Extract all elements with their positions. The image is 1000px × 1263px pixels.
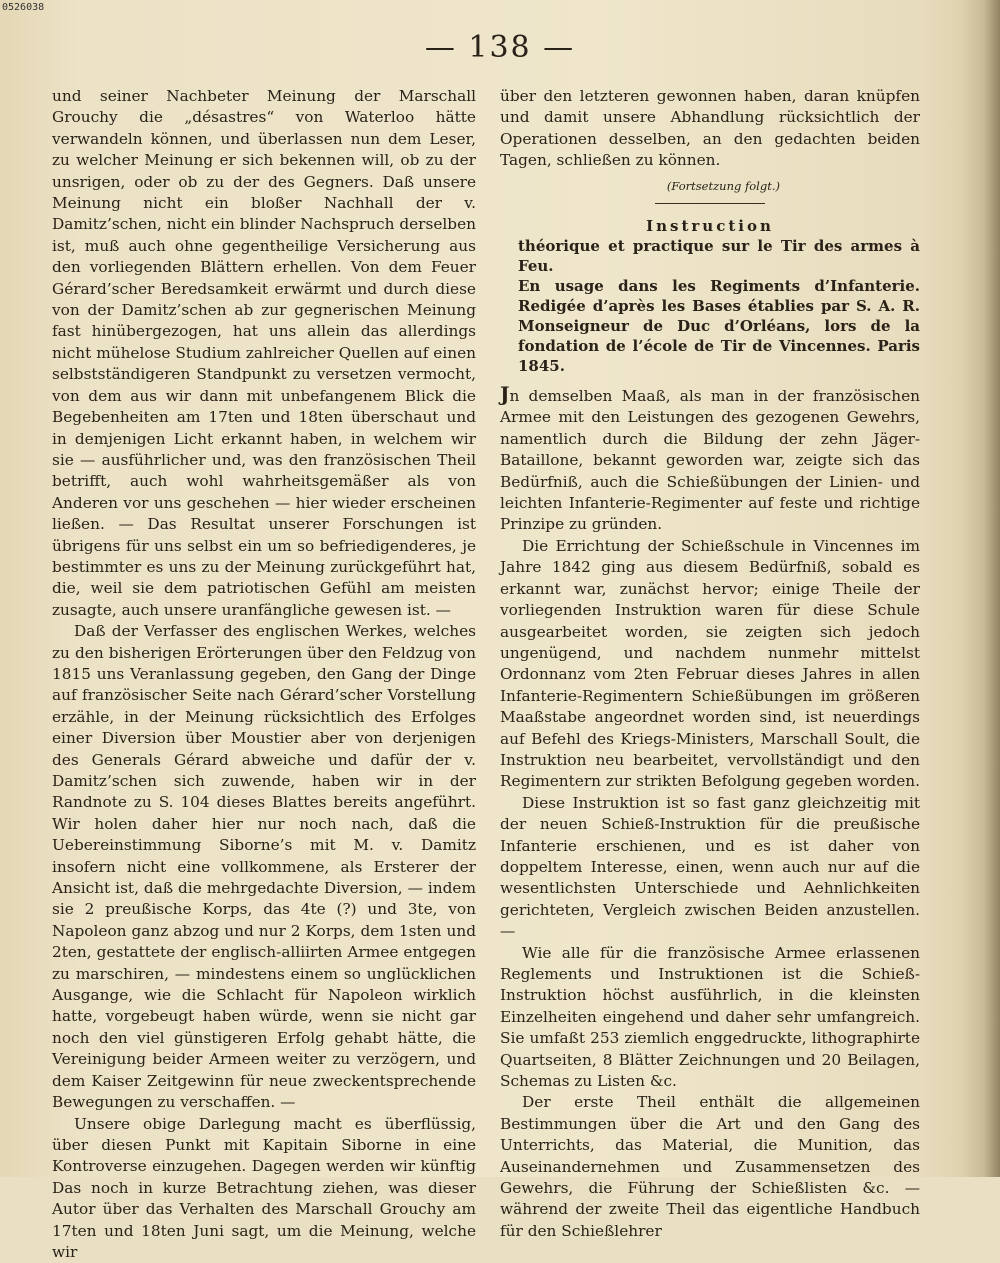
right-paragraph-3: Diese Instruktion ist so fast ganz gleichzeitig mit der neuen Schieß-Instruktion für die preußische Infanterie erschienen, und es ist daher von doppeltem Interesse, einen, wenn auch nur auf die wesentlichsten Unterschiede und Aehnlichkeiten gerichteten, Vergleich zwischen Beiden anzustellen. —	[500, 793, 920, 943]
instruction-title-block	[500, 236, 920, 376]
instruction-heading: Instruction	[500, 216, 920, 236]
continued-note: (Fortsetzung folgt.)	[500, 176, 780, 197]
right-paragraph-4: Wie alle für die französische Armee erlassenen Reglements und Instruktionen ist die Schieß-Instruktion höchst ausführlich, in die kleinsten Einzelheiten eingehend und daher sehr umfangreich. Sie umfaßt 253 ziemlich enggedruckte, lithographirte Quartseiten, 8 Blätter Zeichnungen und 20 Beilagen, Schemas zu Listen &c.	[500, 943, 920, 1093]
left-column	[52, 86, 476, 1263]
catalog-id: 0526038	[2, 2, 44, 13]
left-paragraph-2: Daß der Verfasser des englischen Werkes, welches zu den bisherigen Erörterungen über den Feldzug von 1815 uns Veranlassung gegeben, den Gang der Dinge auf französischer Seite nach Gérard’scher Vorstellung erzähle, in der Meinung rücksichtlich des Erfolges einer Diversion über Moustier aber von derjenigen des Generals Gérard abweiche und dafür der v. Damitz’schen sich zuwende, haben wir in der Randnote zu S. 104 dieses Blattes bereits angeführt. Wir holen daher hier nur noch nach, daß die Uebereinstimmung Siborne’s mit M. v. Damitz insofern nicht eine vollkommene, als Ersterer der Ansicht ist, daß die mehrgedachte Diversion, — indem sie 2 preußische Korps, das 4te (?) und 3te, von Napoleon ganz abzog und nur 2 Korps, dem 1sten und 2ten, gestattete der englisch-alliirten Armee entgegen zu marschiren, — mindestens einem so unglücklichen Ausgange, wie die Schlacht für Napoleon wirklich hatte, vorgebeugt haben würde, wenn sie nicht gar noch den viel günstigeren Erfolg gehabt hätte, die Vereinigung beider Armeen weiter zu verzögern, und dem Kaiser Zeitgewinn für neue zweckentsprechende Bewegungen zu verschaffen. —	[52, 621, 476, 1113]
page-number: — 138 —	[0, 30, 1000, 65]
instruction-details: En usage dans les Regiments d’Infanterie. Redigée d’après les Bases établies par S. A. R. Monseigneur de Duc d’Orléans, lors de la fondation de l’école de Tir de Vincennes. Paris 1845.	[518, 276, 920, 376]
page-edge-shadow	[960, 0, 1000, 1177]
instruction-subtitle: théorique et practique sur le Tir des armes à Feu.	[518, 236, 920, 276]
drop-cap: J	[500, 382, 509, 406]
right-paragraph-5: Der erste Theil enthält die allgemeinen Bestimmungen über die Art und den Gang des Unterrichts, das Material, die Munition, das Auseinandernehmen und Zusammensetzen des Gewehrs, die Führung der Schießlisten &c. — während der zweite Theil das eigentliche Handbuch für den Schießlehrer	[500, 1092, 920, 1242]
section-divider	[655, 203, 765, 204]
right-column	[500, 86, 920, 1242]
right-paragraph-2: Die Errichtung der Schießschule in Vincennes im Jahre 1842 ging aus diesem Bedürfniß, sobald es erkannt war, zunächst hervor; einige Theile der vorliegenden Instruktion waren für diese Schule ausgearbeitet worden, sie zeigten sich jedoch ungenügend, und nachdem nunmehr mittelst Ordonnanz vom 2ten Februar dieses Jahres in allen Infanterie-Regimentern Schießübungen im größeren Maaßstabe angeordnet worden sind, ist neuerdings auf Befehl des Kriegs-Ministers, Marschall Soult, die Instruktion neu bearbeitet, vervollständigt und den Regimentern zur strikten Befolgung gegeben worden.	[500, 536, 920, 793]
right-opening-paragraph: über den letzteren gewonnen haben, daran knüpfen und damit unsere Abhandlung rücksichtlich der Operationen desselben, an den gedachten beiden Tagen, schließen zu können.	[500, 86, 920, 172]
right-paragraph-1-text: n demselben Maaß, als man in der französischen Armee mit den Leistungen des gezogenen Gewehrs, namentlich durch die Bildung der zehn Jäger-Bataillone, bekannt geworden war, zeigte sich das Bedürfniß, auch die Schießübungen der Linien- und leichten Infanterie-Regimenter auf feste und richtige Prinzipe zu gründen.	[500, 387, 920, 533]
left-paragraph-1: und seiner Nachbeter Meinung der Marschall Grouchy die „désastres“ von Waterloo hätte verwandeln können, und überlassen nun dem Leser, zu welcher Meinung er sich bekennen will, ob zu der unsrigen, oder ob zu der des Gegners. Daß unsere Meinung nicht ein bloßer Nachhall der v. Damitz’schen, nicht ein blinder Nachspruch derselben ist, muß auch ohne gegentheilige Versicherung aus den vorliegenden Blättern erhellen. Von dem Feuer Gérard’scher Beredsamkeit erwärmt und durch diese von der Damitz’schen ab zur gegnerischen Meinung fast hinübergezogen, hat uns allein das allerdings nicht mühelose Studium zahlreicher Quellen auf einen selbstständigeren Standpunkt zu versetzen vermocht, von dem aus wir dann mit unbefangenem Blick die Begebenheiten am 17ten und 18ten überschaut und in demjenigen Licht erkannt haben, in welchem wir sie — ausführlicher und, was den französischen Theil betrifft, auch wohl wahrheitsgemäßer als von Anderen vor uns geschehen — hier wieder erscheinen ließen. — Das Resultat unserer Forschungen ist übrigens für uns selbst ein um so befriedigenderes, je bestimmter es uns zu der Meinung zurückgeführt hat, die, weil sie dem patriotischen Gefühl am meisten zusagte, auch unsere uranfängliche gewesen ist. —	[52, 86, 476, 621]
right-paragraph-1	[500, 384, 920, 536]
left-paragraph-3: Unsere obige Darlegung macht es überflüssig, über diesen Punkt mit Kapitain Siborne in eine Kontroverse einzugehen. Dagegen werden wir künftig Das noch in kurze Betrachtung ziehen, was dieser Autor über das Verhalten des Marschall Grouchy am 17ten und 18ten Juni sagt, um die Meinung, welche wir	[52, 1114, 476, 1263]
